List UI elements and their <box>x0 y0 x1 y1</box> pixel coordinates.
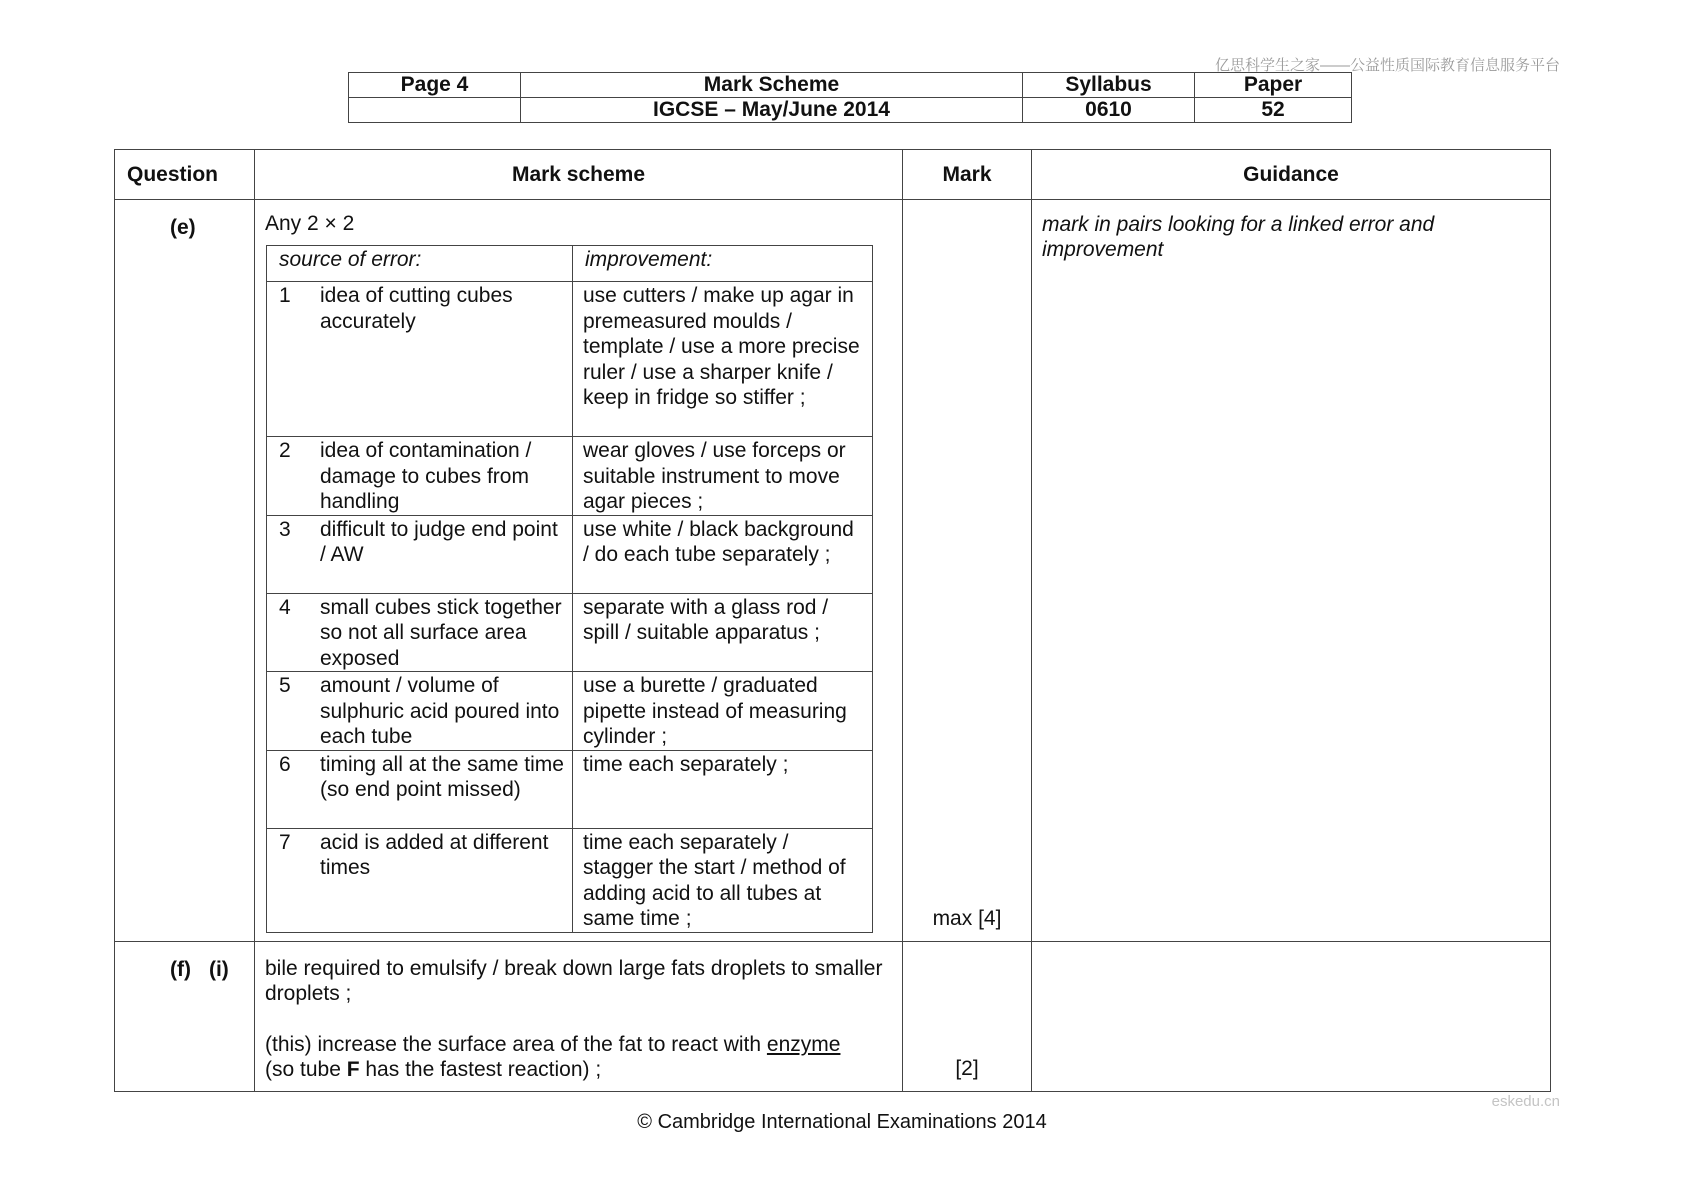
error-text: amount / volume of sulphuric acid poured into each tube <box>320 674 560 748</box>
row-number: 3 <box>279 517 291 541</box>
scheme-cell-e <box>255 200 903 942</box>
header-syllabus-label: Syllabus <box>1023 73 1195 98</box>
column-header-question: Question <box>115 150 255 200</box>
tube-f-bold: F <box>346 1058 360 1081</box>
error-text: acid is added at different times <box>320 830 549 879</box>
error-text: idea of contamination / damage to cubes from handling <box>320 439 532 513</box>
question-number-e: (e) <box>170 216 196 239</box>
answer-text: has the fastest reaction) ; <box>359 1058 602 1081</box>
table-row <box>267 437 873 516</box>
error-text: timing all at the same time (so end point missed) <box>320 752 564 801</box>
scheme-cell-f <box>255 941 903 1091</box>
improvement-text: time each separately / stagger the start / method of adding acid to all tubes at same time ; <box>573 828 873 932</box>
question-sub-i: (i) <box>208 957 229 981</box>
column-header-guidance: Guidance <box>1032 150 1551 200</box>
header-paper-label: Paper <box>1195 73 1352 98</box>
row-number: 2 <box>279 439 291 462</box>
error-column-header: source of error: <box>267 246 573 282</box>
any-2x2-label: Any 2 × 2 <box>265 212 355 235</box>
mark-cell-f <box>903 941 1032 1091</box>
column-header-mark: Mark <box>903 150 1032 200</box>
mark-value-f: [2] <box>955 1056 979 1080</box>
error-text: idea of cutting cubes accurately <box>320 284 513 333</box>
watermark-top: 亿思科学生之家——公益性质国际教育信息服务平台 <box>1214 57 1560 74</box>
table-row-e <box>115 200 1551 942</box>
table-row <box>267 515 873 593</box>
mark-cell-e <box>903 200 1032 942</box>
row-number: 7 <box>279 830 291 854</box>
table-row <box>267 672 873 751</box>
row-number: 4 <box>279 595 291 619</box>
question-number-f: (f) <box>170 957 191 981</box>
improvement-text: use white / black background / do each tube separately ; <box>573 515 873 593</box>
mark-scheme-table <box>114 149 1551 1092</box>
improvement-text: use cutters / make up agar in premeasured moulds / template / use a more precise ruler / use a sharper knife / keep in fridge so stiffer ; <box>573 282 873 437</box>
improvement-column-header: improvement: <box>573 246 873 282</box>
improvement-text: time each separately ; <box>573 750 873 828</box>
question-cell-f <box>115 941 255 1091</box>
header-title: Mark Scheme <box>521 73 1023 98</box>
header-paper: 52 <box>1195 98 1352 123</box>
row-number: 1 <box>279 284 291 307</box>
enzyme-underlined: enzyme <box>766 1032 841 1056</box>
table-row <box>267 593 873 672</box>
header-syllabus: 0610 <box>1023 98 1195 123</box>
row-number: 6 <box>279 752 291 776</box>
table-row <box>267 828 873 932</box>
table-row <box>267 750 873 828</box>
table-row-f-i <box>115 941 1551 1091</box>
error-improvement-table <box>266 245 873 933</box>
answer-text: (so tube <box>265 1058 347 1081</box>
answer-line-surface-area <box>265 1032 892 1058</box>
guidance-cell-e: mark in pairs looking for a linked error and improvement <box>1032 200 1551 942</box>
answer-line-bile: bile required to emulsify / break down large fats droplets to smaller droplets ; <box>265 956 883 1005</box>
header-page: Page 4 <box>349 73 521 98</box>
row-number: 5 <box>279 674 291 697</box>
error-text: small cubes stick together so not all surface area exposed <box>320 595 562 670</box>
answer-text: (this) increase the surface area of the fat to react with <box>265 1032 767 1056</box>
header-table <box>348 72 1352 123</box>
improvement-text: use a burette / graduated pipette instead of measuring cylinder ; <box>573 672 873 751</box>
improvement-text: separate with a glass rod / spill / suitable apparatus ; <box>573 593 873 672</box>
question-cell-e <box>115 200 255 942</box>
guidance-cell-f <box>1032 941 1551 1091</box>
improvement-text: wear gloves / use forceps or suitable instrument to move agar pieces ; <box>573 437 873 516</box>
mark-value-e: max [4] <box>932 906 1002 930</box>
table-row <box>267 282 873 437</box>
watermark-bottom: eskedu.cn <box>1491 1093 1560 1110</box>
header-empty <box>349 98 521 123</box>
error-text: difficult to judge end point / AW <box>320 517 558 566</box>
column-header-scheme: Mark scheme <box>255 150 903 200</box>
header-exam: IGCSE – May/June 2014 <box>521 98 1023 123</box>
copyright-footer: © Cambridge International Examinations 2014 <box>637 1111 1047 1133</box>
answer-line-tube-f <box>265 1057 892 1083</box>
